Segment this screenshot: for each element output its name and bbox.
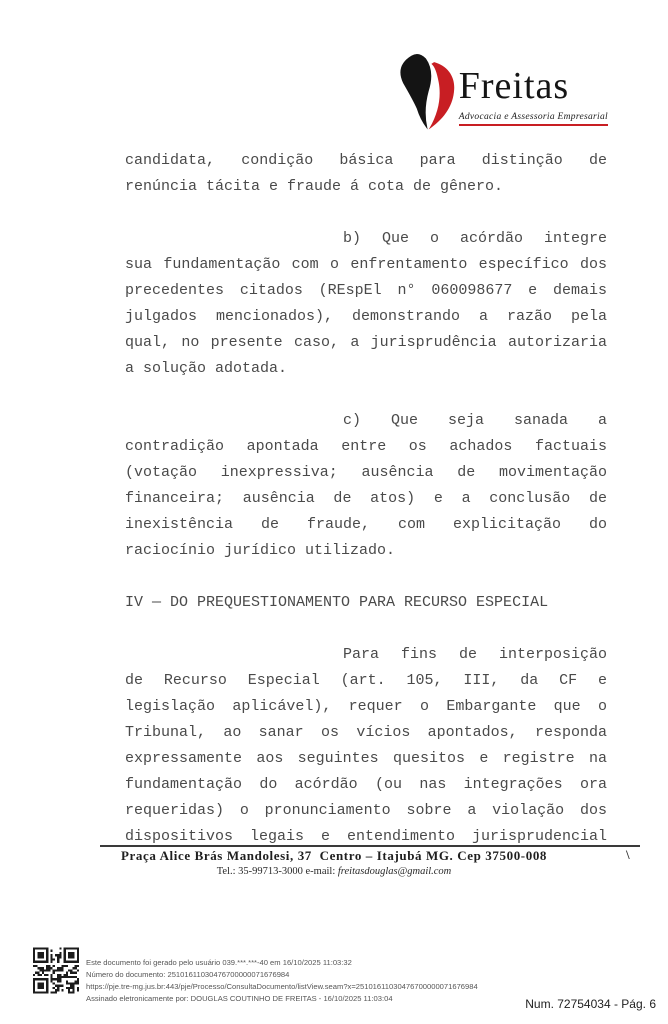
text-line: IV — DO PREQUESTIONAMENTO PARA RECURSO ESPECIAL <box>125 594 549 611</box>
text-line: (votação inexpressiva; ausência de movimentação <box>125 464 607 481</box>
text-line: legislação aplicável), requer o Embargante que o <box>125 698 607 715</box>
section-heading <box>125 590 607 616</box>
text-line: dispositivos legais e entendimento jurisprudencial <box>125 828 607 845</box>
text-line: de Recurso Especial (art. 105, III, da CF e <box>125 672 607 689</box>
stamp-line: https://pje.tre-mg.jus.br:443/pje/Processo/ConsultaDocumento/listView.seam?x=25101611030476700000071676984 <box>86 982 478 991</box>
text-line: b) Que o acórdão integre <box>343 230 607 247</box>
document-body <box>125 148 607 850</box>
page-number-label: Num. 72754034 - Pág. 6 <box>525 997 656 1011</box>
text-line: requeridas) o pronunciamento sobre a violação dos <box>125 802 607 819</box>
stamp-lines <box>86 957 478 1005</box>
footer-divider <box>100 845 640 847</box>
footer <box>0 848 668 877</box>
footer-address: Praça Alice Brás Mandolesi, 37 Centro – Itajubá MG. Cep 37500-008 <box>120 848 548 863</box>
text-line: financeira; ausência de atos) e a conclusão de <box>125 490 607 507</box>
footer-phone: Tel.: 35-99713-3000 e-mail: <box>216 866 338 877</box>
text-line: expressamente aos seguintes quesitos e registre na <box>125 750 607 767</box>
logo-name: Freitas <box>458 65 570 107</box>
qr-code <box>33 947 79 994</box>
paragraph <box>125 148 607 200</box>
paragraph <box>125 642 607 850</box>
text-line: Para fins de interposição <box>343 646 607 663</box>
text-line: inexistência de fraude, com explicitação do <box>125 516 607 533</box>
letterhead-logo <box>393 53 608 135</box>
text-line: julgados mencionados), demonstrando a razão pela <box>125 308 607 325</box>
text-line: qual, no presente caso, a jurisprudência autorizaria <box>125 334 607 351</box>
stamp-line: Número do documento: 25101611030476700000071676984 <box>86 970 290 979</box>
footer-email: freitasdouglas@gmail.com <box>337 866 452 877</box>
text-line: fundamentação do acórdão (ou nas integrações ora <box>125 776 607 793</box>
paragraph <box>125 226 607 382</box>
text-line: a solução adotada. <box>125 360 288 377</box>
footer-contact <box>0 866 668 877</box>
paragraph <box>125 408 607 564</box>
text-line: Tribunal, ao sanar os vícios apontados, responda <box>125 724 607 741</box>
text-line: c) Que seja sanada a <box>343 412 607 429</box>
text-line: raciocínio jurídico utilizado. <box>125 542 396 559</box>
text-line: sua fundamentação com o enfrentamento específico dos <box>125 256 607 273</box>
signature-stamp <box>33 947 478 1005</box>
text-line: renúncia tácita e fraude á cota de gênero. <box>125 178 504 195</box>
logo-tagline: Advocacia e Assessoria Empresarial <box>459 112 608 126</box>
logo-text <box>459 53 608 126</box>
freitas-v-logo-icon <box>393 53 457 135</box>
stamp-line: Assinado eletronicamente por: DOUGLAS COUTINHO DE FREITAS - 16/10/2025 11:03:04 <box>86 994 393 1003</box>
text-line: candidata, condição básica para distinção de <box>125 152 607 169</box>
page-edge-mark: \ <box>626 847 630 862</box>
text-line: contradição apontada entre os achados factuais <box>125 438 607 455</box>
stamp-line: Este documento foi gerado pelo usuário 039.***.***-40 em 16/10/2025 11:03:32 <box>86 958 352 967</box>
text-line: precedentes citados (REspEl n° 060098677 e demais <box>125 282 607 299</box>
